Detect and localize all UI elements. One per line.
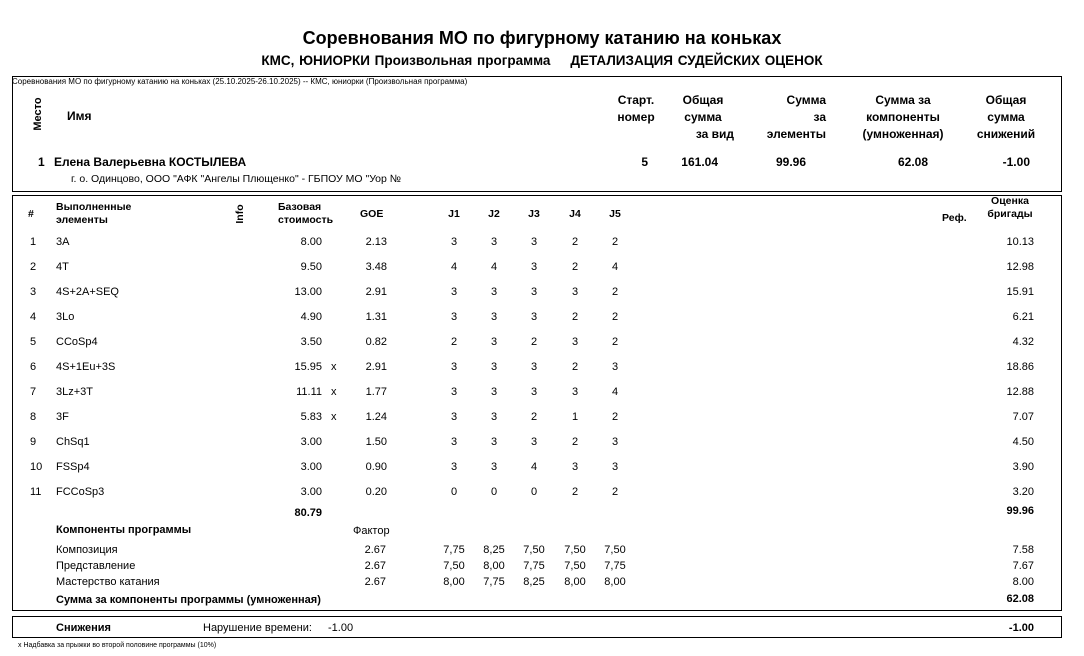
element-name: 3A xyxy=(56,236,70,248)
element-judge-3: 3 xyxy=(530,436,538,448)
component-value: 7.58 xyxy=(1012,544,1034,556)
element-panel-score: 18.86 xyxy=(1006,361,1034,373)
element-number: 7 xyxy=(30,386,37,398)
skater-start-no: 5 xyxy=(641,155,648,169)
component-judge-5: 7,75 xyxy=(604,560,626,572)
element-judge-2: 3 xyxy=(490,236,498,248)
components-total-label: Сумма за компоненты программы (умноженная) xyxy=(56,594,321,606)
component-judge-4: 8,00 xyxy=(564,576,586,588)
element-number: 10 xyxy=(30,461,43,473)
col-score-line1: Оценка xyxy=(991,195,1029,207)
component-judge-4: 7,50 xyxy=(564,544,586,556)
element-judge-3: 2 xyxy=(530,411,538,423)
element-judge-2: 3 xyxy=(490,386,498,398)
header-start-no-line1: Старт. xyxy=(617,93,655,107)
element-panel-score: 3.90 xyxy=(1012,461,1034,473)
element-base-value: 15.95 xyxy=(294,361,322,373)
header-elements-sum-line3: элементы xyxy=(766,127,826,141)
element-judge-1: 3 xyxy=(450,361,458,373)
element-judge-2: 3 xyxy=(490,286,498,298)
element-base-value: 3.00 xyxy=(300,461,322,473)
element-judge-3: 3 xyxy=(530,261,538,273)
element-judge-3: 3 xyxy=(530,311,538,323)
header-place: Место xyxy=(32,97,44,131)
element-judge-5: 3 xyxy=(611,361,619,373)
element-base-value: 11.11 xyxy=(296,386,322,398)
page-title: Соревнования МО по фигурному катанию на коньках xyxy=(302,28,782,48)
component-factor: 2.67 xyxy=(364,560,386,572)
header-total-line3: за вид xyxy=(695,127,734,141)
element-judge-5: 3 xyxy=(611,461,619,473)
element-panel-score: 7.07 xyxy=(1012,411,1034,423)
component-name: Представление xyxy=(56,560,136,572)
element-goe: 2.13 xyxy=(365,236,387,248)
header-deductions-line2: сумма xyxy=(987,110,1025,124)
element-row xyxy=(0,311,1084,327)
component-row xyxy=(0,560,1084,574)
element-judge-3: 2 xyxy=(530,336,538,348)
element-judge-1: 3 xyxy=(450,311,458,323)
element-bonus-mark: x xyxy=(331,386,337,398)
element-judge-4: 2 xyxy=(571,361,579,373)
col-j2: J2 xyxy=(488,208,500,220)
element-judge-1: 4 xyxy=(450,261,458,273)
element-judge-5: 3 xyxy=(611,436,619,448)
element-number: 4 xyxy=(30,311,37,323)
element-goe: 3.48 xyxy=(365,261,387,273)
element-judge-5: 2 xyxy=(611,486,619,498)
element-number: 6 xyxy=(30,361,37,373)
element-name: 3Lz+3T xyxy=(56,386,93,398)
component-judge-2: 8,00 xyxy=(483,560,505,572)
element-judge-1: 3 xyxy=(450,411,458,423)
element-name: 4T xyxy=(56,261,69,273)
element-base-value: 9.50 xyxy=(300,261,322,273)
element-panel-score: 6.21 xyxy=(1012,311,1034,323)
component-name: Мастерство катания xyxy=(56,576,160,588)
element-base-value: 3.00 xyxy=(300,486,322,498)
subtitle-category: КМС, ЮНИОРКИ Произвольная программа xyxy=(261,53,551,68)
col-elements xyxy=(56,201,131,227)
element-goe: 0.20 xyxy=(365,486,387,498)
element-judge-2: 0 xyxy=(490,486,498,498)
header-components-sum-line2: компоненты xyxy=(866,110,940,124)
component-judge-3: 7,75 xyxy=(523,560,545,572)
element-name: ChSq1 xyxy=(56,436,90,448)
header-deductions-total xyxy=(966,92,1046,143)
element-judge-3: 4 xyxy=(530,461,538,473)
skater-name: Елена Валерьевна КОСТЫЛЕВА xyxy=(54,155,247,169)
col-info: Info xyxy=(234,204,246,224)
col-goe: GOE xyxy=(360,208,384,220)
element-judge-5: 2 xyxy=(611,236,619,248)
element-row xyxy=(0,411,1084,427)
element-bonus-mark: x xyxy=(331,361,337,373)
col-base-line1: Базовая xyxy=(278,201,322,213)
col-elements-line1: Выполненные xyxy=(56,201,132,213)
header-start-no-line2: номер xyxy=(617,110,655,124)
component-judge-2: 7,75 xyxy=(483,576,505,588)
element-goe: 2.91 xyxy=(365,286,387,298)
skater-deductions: -1.00 xyxy=(1002,155,1030,169)
element-name: 3F xyxy=(56,411,69,423)
element-name: FSSp4 xyxy=(56,461,90,473)
element-number: 2 xyxy=(30,261,37,273)
element-judge-4: 2 xyxy=(571,236,579,248)
element-judge-4: 3 xyxy=(571,336,579,348)
element-number: 9 xyxy=(30,436,37,448)
element-base-value: 5.83 xyxy=(300,411,322,423)
header-total-line2: сумма xyxy=(684,110,722,124)
element-goe: 2.91 xyxy=(365,361,387,373)
element-panel-score: 4.32 xyxy=(1012,336,1034,348)
element-judge-3: 3 xyxy=(530,386,538,398)
element-panel-score: 12.88 xyxy=(1006,386,1034,398)
element-row xyxy=(0,461,1084,477)
element-number: 8 xyxy=(30,411,37,423)
component-judge-3: 8,25 xyxy=(523,576,545,588)
element-panel-score: 12.98 xyxy=(1006,261,1034,273)
element-base-value: 13.00 xyxy=(294,286,322,298)
element-goe: 1.50 xyxy=(365,436,387,448)
element-judge-2: 4 xyxy=(490,261,498,273)
component-row xyxy=(0,576,1084,590)
element-judge-3: 3 xyxy=(530,361,538,373)
element-base-value: 3.00 xyxy=(300,436,322,448)
skater-place: 1 xyxy=(38,155,45,169)
component-row xyxy=(0,544,1084,558)
element-number: 3 xyxy=(30,286,37,298)
element-judge-5: 4 xyxy=(611,386,619,398)
skater-elements-sum: 99.96 xyxy=(775,155,806,169)
element-judge-4: 2 xyxy=(571,311,579,323)
components-total: 62.08 xyxy=(1006,593,1034,605)
element-name: 4S+1Eu+3S xyxy=(56,361,116,373)
element-judge-5: 4 xyxy=(611,261,619,273)
element-judge-2: 3 xyxy=(490,461,498,473)
header-elements-sum-line2: за xyxy=(813,110,826,124)
element-judge-4: 3 xyxy=(571,461,579,473)
page-subtitle xyxy=(0,53,1084,68)
element-number: 11 xyxy=(30,486,42,498)
deductions-total: -1.00 xyxy=(1008,622,1034,634)
element-goe: 0.90 xyxy=(365,461,387,473)
col-score-line2: бригады xyxy=(987,208,1033,220)
element-judge-3: 3 xyxy=(530,236,538,248)
header-components-sum-line3: (умноженная) xyxy=(862,127,944,141)
component-value: 8.00 xyxy=(1012,576,1034,588)
element-row xyxy=(0,436,1084,452)
col-elements-line2: элементы xyxy=(56,214,108,226)
col-base-line2: стоимость xyxy=(278,214,334,226)
component-name: Композиция xyxy=(56,544,118,556)
element-row xyxy=(0,361,1084,377)
component-judge-1: 8,00 xyxy=(443,576,465,588)
element-judge-2: 3 xyxy=(490,311,498,323)
col-j3: J3 xyxy=(528,208,540,220)
element-goe: 1.31 xyxy=(365,311,387,323)
element-judge-5: 2 xyxy=(611,311,619,323)
element-judge-1: 3 xyxy=(450,286,458,298)
element-base-value: 4.90 xyxy=(300,311,322,323)
element-judge-5: 2 xyxy=(611,336,619,348)
header-components-sum-line1: Сумма за xyxy=(875,93,931,107)
components-title: Компоненты программы xyxy=(56,524,192,536)
col-j1: J1 xyxy=(448,208,460,220)
header-total xyxy=(672,92,734,143)
element-row xyxy=(0,261,1084,277)
element-row xyxy=(0,336,1084,352)
element-judge-3: 0 xyxy=(530,486,538,498)
element-number: 1 xyxy=(30,236,37,248)
col-j5: J5 xyxy=(609,208,621,220)
element-judge-1: 3 xyxy=(450,236,458,248)
component-judge-2: 8,25 xyxy=(483,544,505,556)
component-judge-4: 7,50 xyxy=(564,560,586,572)
base-total: 80.79 xyxy=(294,507,322,519)
col-j4: J4 xyxy=(569,208,581,220)
component-judge-5: 8,00 xyxy=(604,576,626,588)
element-judge-4: 1 xyxy=(571,411,579,423)
skater-total: 161.04 xyxy=(681,155,718,169)
element-judge-1: 2 xyxy=(450,336,458,348)
element-panel-score: 10.13 xyxy=(1006,236,1034,248)
element-goe: 1.77 xyxy=(365,386,387,398)
component-factor: 2.67 xyxy=(364,544,386,556)
element-name: 3Lo xyxy=(56,311,75,323)
component-value: 7.67 xyxy=(1012,560,1034,572)
col-score xyxy=(980,195,1040,221)
element-judge-2: 3 xyxy=(490,336,498,348)
deduction-item-label: Нарушение времени: xyxy=(203,622,312,634)
element-row xyxy=(0,286,1084,302)
element-goe: 0.82 xyxy=(365,336,387,348)
header-start-no xyxy=(604,92,668,126)
component-judge-5: 7,50 xyxy=(604,544,626,556)
element-judge-2: 3 xyxy=(490,361,498,373)
element-judge-3: 3 xyxy=(530,286,538,298)
element-judge-1: 3 xyxy=(450,386,458,398)
header-elements-sum xyxy=(756,92,826,143)
skater-components-sum: 62.08 xyxy=(897,155,928,169)
component-judge-1: 7,75 xyxy=(443,544,465,556)
element-judge-4: 3 xyxy=(571,286,579,298)
element-judge-4: 3 xyxy=(571,386,579,398)
element-judge-2: 3 xyxy=(490,411,498,423)
element-judge-1: 3 xyxy=(450,436,458,448)
deduction-item-value: -1.00 xyxy=(328,622,354,634)
element-panel-score: 15.91 xyxy=(1006,286,1034,298)
element-name: FCCoSp3 xyxy=(56,486,105,498)
element-number: 5 xyxy=(30,336,37,348)
element-base-value: 8.00 xyxy=(300,236,322,248)
element-base-value: 3.50 xyxy=(300,336,322,348)
element-judge-5: 2 xyxy=(611,286,619,298)
element-row xyxy=(0,386,1084,402)
element-row xyxy=(0,486,1084,502)
header-elements-sum-line1: Сумма xyxy=(786,93,826,107)
event-line: Соревнования МО по фигурному катанию на коньках (25.10.2025-26.10.2025) -- КМС, юниорки (Произвольная программа) xyxy=(12,77,468,86)
factor-label: Фактор xyxy=(353,525,390,537)
element-panel-score: 3.20 xyxy=(1012,486,1034,498)
header-name: Имя xyxy=(67,109,92,123)
header-total-line1: Общая xyxy=(682,93,724,107)
element-name: 4S+2A+SEQ xyxy=(56,286,119,298)
element-bonus-mark: x xyxy=(331,411,337,423)
element-judge-4: 2 xyxy=(571,261,579,273)
element-judge-4: 2 xyxy=(571,486,579,498)
col-base xyxy=(278,201,333,227)
elements-total: 99.96 xyxy=(1006,505,1034,517)
deductions-box xyxy=(12,616,1062,638)
element-row xyxy=(0,236,1084,252)
subtitle-report-type: ДЕТАЛИЗАЦИЯ СУДЕЙСКИХ ОЦЕНОК xyxy=(570,53,823,68)
skater-club: г. о. Одинцово, ООО "АФК "Ангелы Плющенко" - ГБПОУ МО "Уор № xyxy=(71,173,402,185)
element-judge-4: 2 xyxy=(571,436,579,448)
component-judge-1: 7,50 xyxy=(443,560,465,572)
component-factor: 2.67 xyxy=(364,576,386,588)
element-judge-1: 0 xyxy=(450,486,458,498)
header-deductions-line3: снижений xyxy=(976,127,1036,141)
element-judge-5: 2 xyxy=(611,411,619,423)
element-goe: 1.24 xyxy=(365,411,387,423)
element-name: CCoSp4 xyxy=(56,336,98,348)
element-judge-1: 3 xyxy=(450,461,458,473)
header-deductions-line1: Общая xyxy=(985,93,1027,107)
deductions-label: Снижения xyxy=(56,622,111,634)
element-judge-2: 3 xyxy=(490,436,498,448)
footnote: x Надбавка за прыжки во второй половине программы (10%) xyxy=(18,642,217,649)
element-panel-score: 4.50 xyxy=(1012,436,1034,448)
component-judge-3: 7,50 xyxy=(523,544,545,556)
col-ref: Реф. xyxy=(942,212,967,224)
col-num: # xyxy=(28,208,34,220)
header-components-sum xyxy=(856,92,950,143)
